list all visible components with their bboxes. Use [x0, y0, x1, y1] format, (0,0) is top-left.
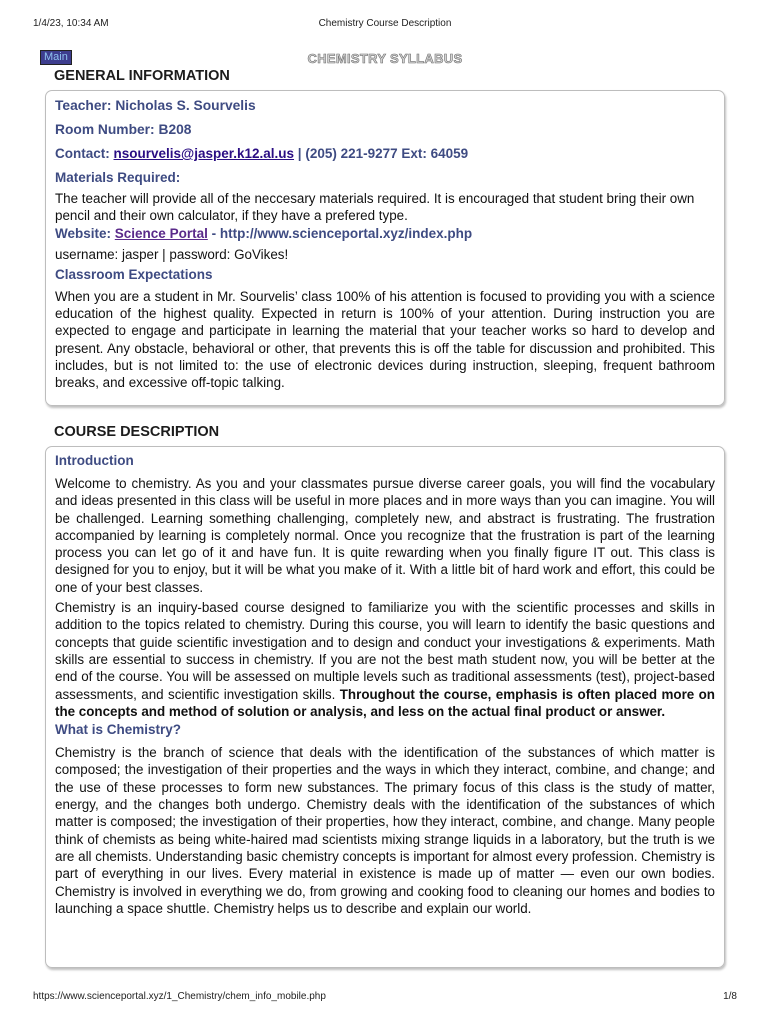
expectations-text: When you are a student in Mr. Sourvelis’ class 100% of his attention is focused to providing you with a science education of the highest quality. Expected in return is 100% of your attention. During instruction you are expected to engage and participate in learning the material that your teacher works so hard to develop and present. Any obstacle, behavioral or other, that prevents this is off the table for discussion and prohibited. This includes, but is not limited to: the use of electronic devices during instruction, sleeping, frequent bathroom breaks, and excessive off-topic talking.: [55, 288, 715, 391]
teacher-label: Teacher: Nicholas S. Sourvelis: [55, 98, 256, 113]
what-is-chemistry-label: What is Chemistry?: [55, 722, 182, 738]
room-label: Room Number: B208: [55, 122, 192, 137]
contact-line: [55, 142, 715, 166]
introduction-label: Introduction: [55, 453, 134, 468]
footer-url: https://www.scienceportal.xyz/1_Chemistry/chem_info_mobile.php: [33, 991, 326, 1002]
general-information-box: [45, 90, 725, 406]
print-header: [33, 18, 737, 32]
syllabus-title: CHEMISTRY SYLLABUS: [307, 51, 463, 66]
expectations-label: Classroom Expectations: [55, 266, 213, 282]
portal-url: - http://www.scienceportal.xyz/index.php: [211, 225, 473, 241]
inquiry-emphasis: Throughout the course, emphasis is often placed more on the concepts and method of solution or analysis, and less on the actual final product or answer.: [55, 686, 715, 719]
inquiry-plain: Chemistry is an inquiry-based course designed to familiarize you with the scientific processes and skills in addition to the topics related to chemistry. During this course, you will learn to identify the basic questions and concepts that guide scientific investigation and to design and conduct your investigations & experiments. Math skills are essential to success in chemistry. If you are not the best math student now, you will be better at the end of the course. You will be assessed on multiple levels such as traditional assessments (test), project-based assessments, and scientific investigation skills.: [55, 600, 715, 702]
email-link[interactable]: nsourvelis@jasper.k12.al.us: [113, 146, 295, 161]
main-button[interactable]: Main: [40, 50, 72, 65]
print-date: 1/4/23, 10:34 AM: [33, 18, 109, 29]
general-information-heading: GENERAL INFORMATION: [54, 68, 230, 84]
materials-label: Materials Required:: [55, 170, 181, 185]
inquiry-text: [55, 599, 715, 720]
page-number: 1/8: [723, 991, 737, 1002]
website-line: [55, 225, 715, 242]
introduction-text: Welcome to chemistry. As you and your classmates pursue diverse career goals, you will find the vocabulary and ideas presented in this class will be useful in more places and in more ways than you can imagine. You will be challenged. Learning something challenging, completely new, and abstract is frustrating. The frustration accompanied by learning is completely normal. Once you recognize that the frustration is part of the learning process you can let go of it and have fun. It is quite rewarding when you finally figure IT out. This class is designed for you to enjoy, but it will be what you make of it. With a little bit of hard work and effort, this could be one of your best classes.: [55, 476, 715, 595]
website-label: Website:: [55, 225, 112, 241]
course-description-box: [45, 446, 725, 968]
materials-text: The teacher will provide all of the neccesary materials required. It is encouraged that student bring their own pencil and their own calculator, if they have a prefered type.: [55, 191, 695, 224]
phone-text: | (205) 221-9277 Ext: 64059: [297, 146, 469, 161]
print-title: Chemistry Course Description: [318, 18, 452, 29]
credentials-text: username: jasper | password: GoVikes!: [55, 246, 289, 262]
what-is-chemistry-text: Chemistry is the branch of science that deals with the identification of the substances of which matter is composed; the investigation of their properties and the ways in which they interact, combine, and change; and the use of these processes to form new substances. The primary focus of this class is the study of matter, energy, and the changes both undergo. Chemistry deals with the identification of the substances of which matter is composed; the investigation of their properties, how they interact, combine, and change. Many people think of chemists as being white-haired mad scientists mixing strange liquids in a laboratory, but the truth is we are all chemists. Understanding basic chemistry concepts is important for almost every profession. Chemistry is part of everything in our lives. Every material in existence is made up of matter — even our own bodies. Chemistry is involved in everything we do, from growing and cooking food to cleaning our homes and bodies to launching a space shuttle. Chemistry helps us to describe and explain our world.: [55, 745, 715, 916]
course-description-heading: COURSE DESCRIPTION: [54, 424, 220, 440]
contact-label: Contact:: [55, 146, 110, 161]
science-portal-link[interactable]: Science Portal: [114, 225, 208, 241]
